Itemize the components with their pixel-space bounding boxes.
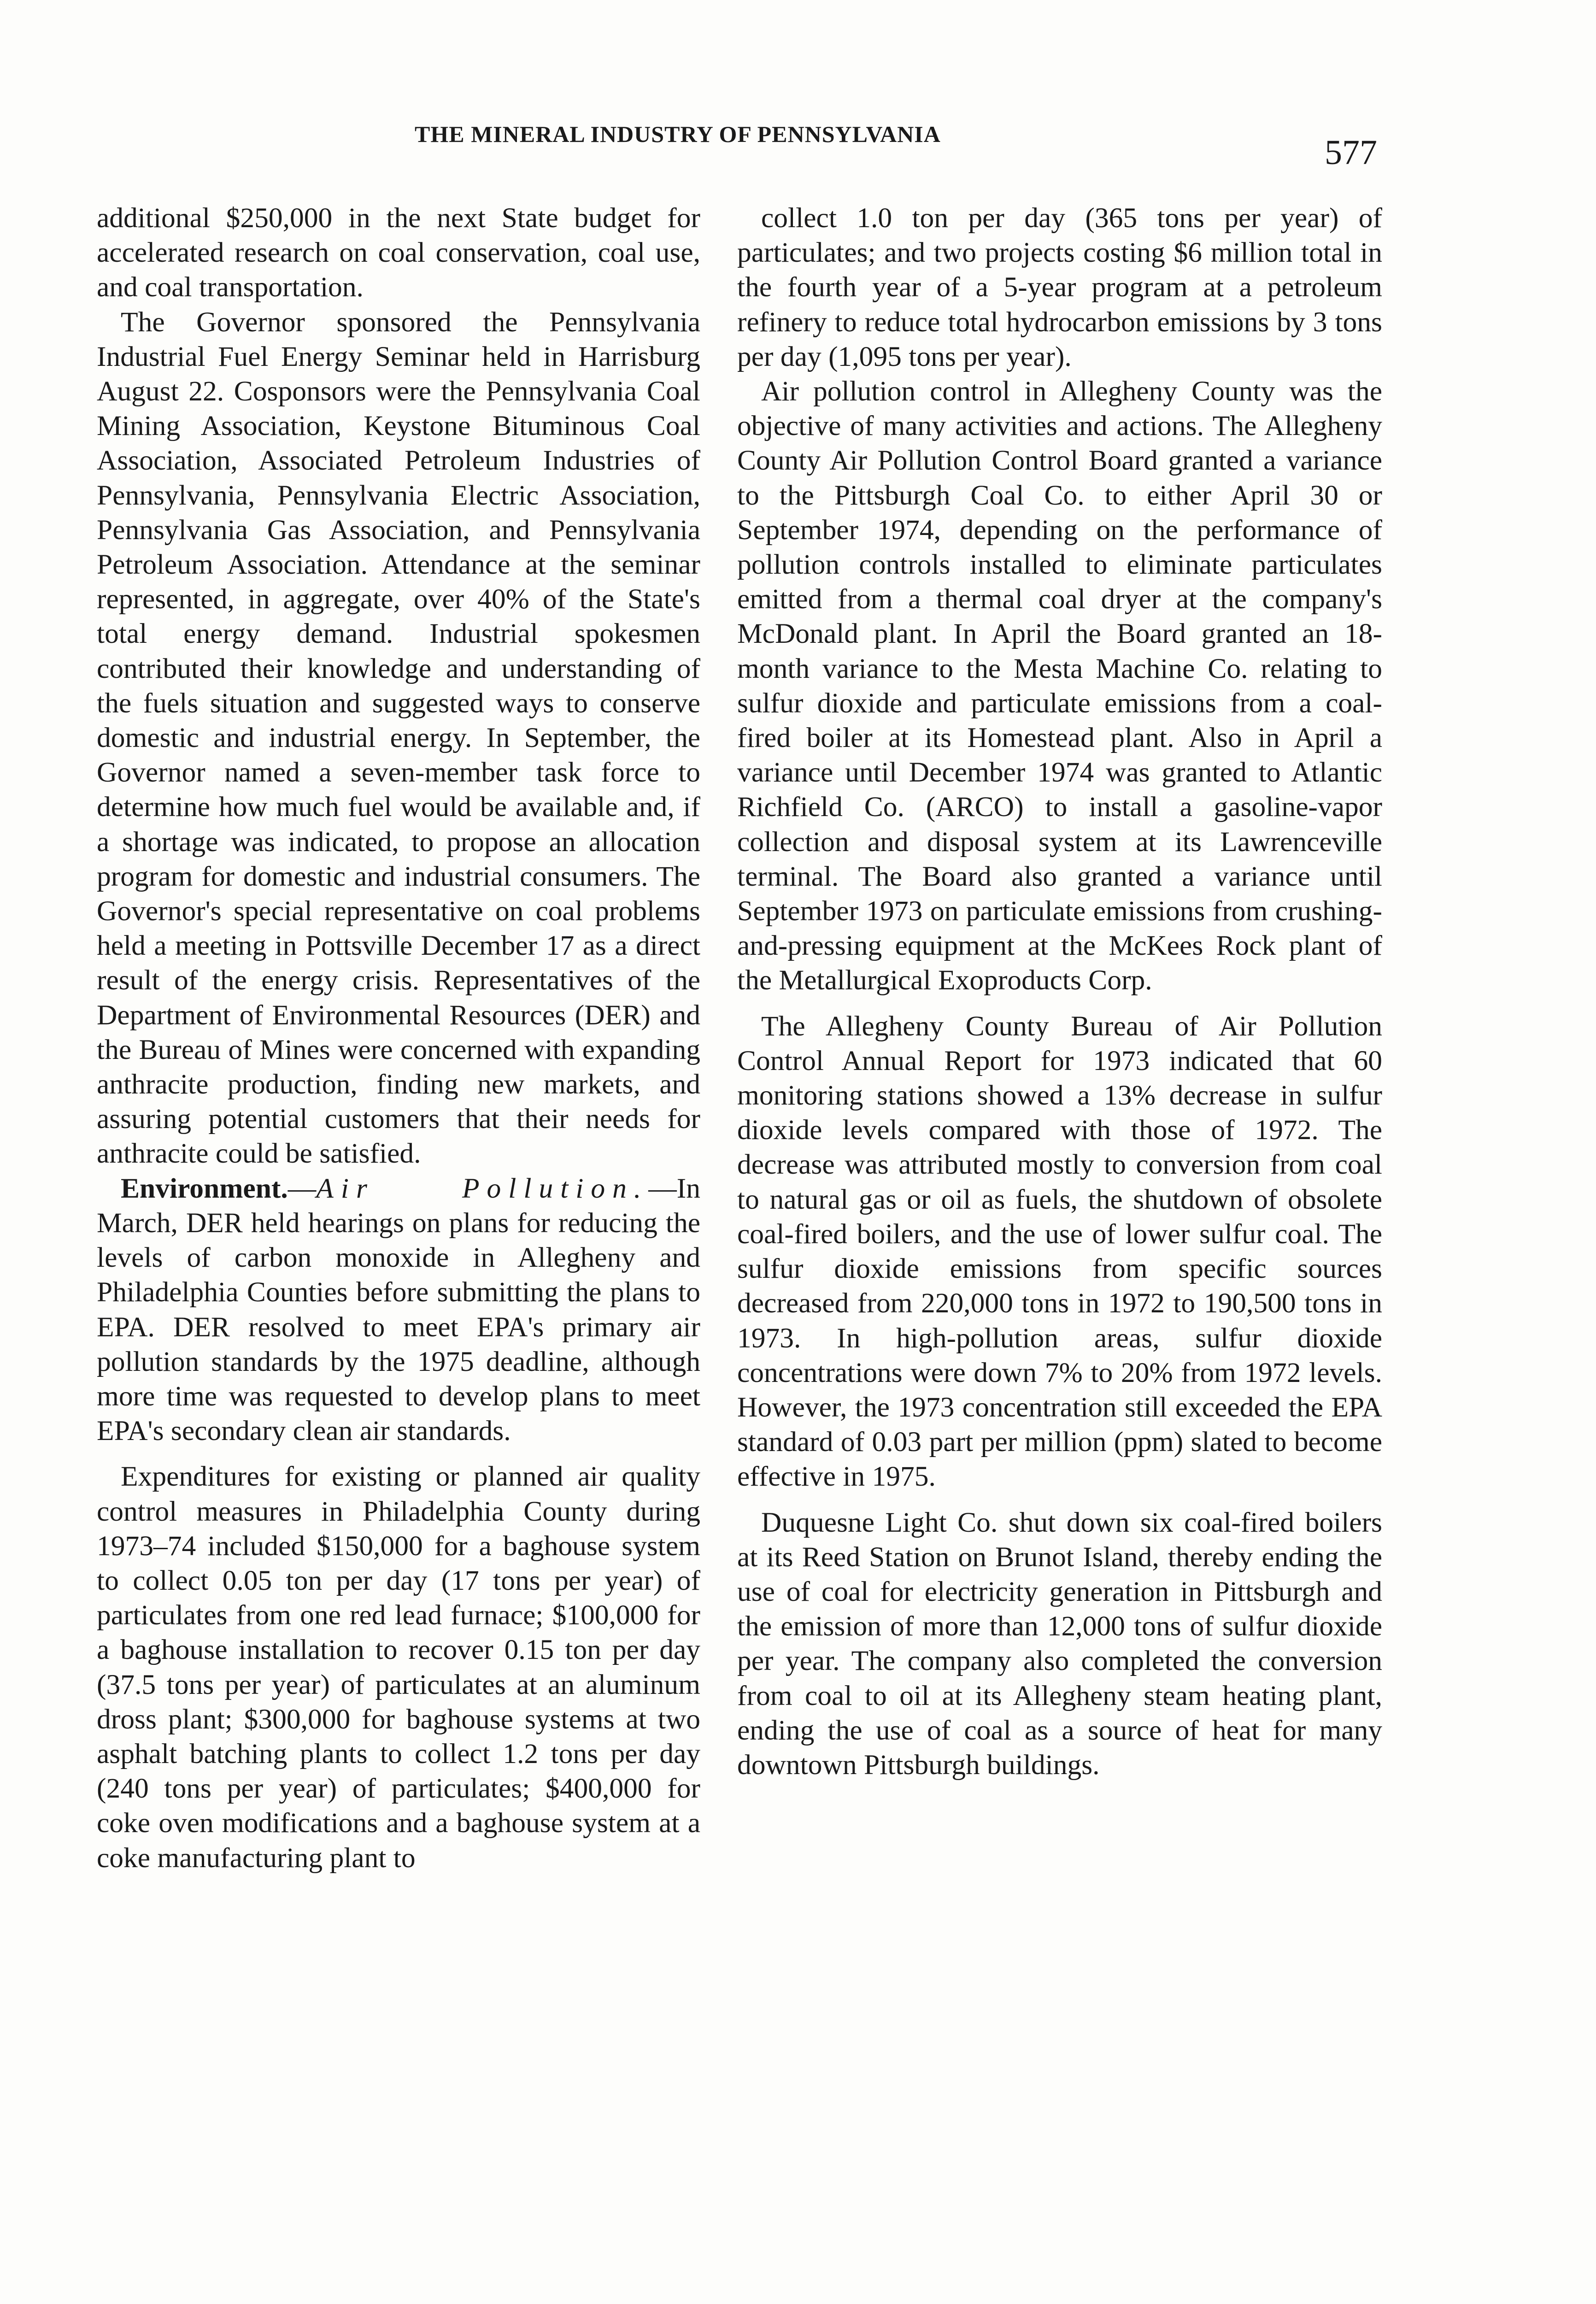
right-column: [737, 201, 1382, 1782]
right-paragraph-4: Duquesne Light Co. shut down six coal-fired boilers at its Reed Station on Brunot Island, thereby ending the use of coal for electricity generation in Pittsburgh and the emission of more than 12,000 tons of sulfur dioxide per year. The company also completed the conversion from coal to oil at its Allegheny steam heating plant, ending the use of coal as a source of heat for many downtown Pittsburgh buildings.: [737, 1506, 1382, 1781]
left-paragraph-1: additional $250,000 in the next State budget for accelerated research on coal conservation, coal use, and coal transportation.: [97, 202, 700, 303]
running-title: THE MINERAL INDUSTRY OF PENNSYLVANIA: [415, 121, 941, 147]
left-paragraph-3: Environment.—Air Pollution.—In March, DER held hearings on plans for reducing the levels of carbon monoxide in Allegheny and Philadelphia Counties before submitting the plans to EPA. DER resolved to meet EPA's primary air pollution standards by the 1975 deadline, although more time was requested to develop plans to meet EPA's secondary clean air standards.: [97, 1172, 700, 1447]
page-number: 577: [1325, 133, 1377, 172]
right-paragraph-1: collect 1.0 ton per day (365 tons per year) of particulates; and two projects costing $6 million total in the fourth year of a 5-year program at a petroleum refinery to reduce total hydrocarbon emissions by 3 tons per day (1,095 tons per year).: [737, 202, 1382, 372]
left-paragraph-3-body: In March, DER held hearings on plans for reducing the levels of carbon monoxide in Allegheny and Philadelphia Counties before submitting the plans to EPA. DER resolved to meet EPA's primary air pollution standards by the 1975 deadline, although more time was requested to develop plans to meet EPA's secondary clean air standards.: [97, 1172, 700, 1447]
left-column: [97, 201, 700, 1875]
section-heading-environment: Environment.: [121, 1172, 288, 1204]
subsection-heading-air-pollution: Air Pollution.: [316, 1172, 649, 1204]
left-paragraph-2: The Governor sponsored the Pennsylvania Industrial Fuel Energy Seminar held in Harrisburg August 22. Cosponsors were the Pennsylvania Coal Mining Association, Keystone Bituminous Coal Association, Associated Petroleum Industries of Pennsylvania, Pennsylvania Electric Association, Pennsylvania Gas Association, and Pennsylvania Petroleum Association. Attendance at the seminar represented, in aggregate, over 40% of the State's total energy demand. Industrial spokesmen contributed their knowledge and understanding of the fuels situation and suggested ways to conserve domestic and industrial energy. In September, the Governor named a seven-member task force to determine how much fuel would be available and, if a shortage was indicated, to propose an allocation program for domestic and industrial consumers. The Governor's special representative on coal problems held a meeting in Pottsville December 17 as a direct result of the energy crisis. Representatives of the Department of Environmental Resources (DER) and the Bureau of Mines were concerned with expanding anthracite production, finding new markets, and assuring potential customers that their needs for anthracite could be satisfied.: [97, 306, 700, 1170]
right-paragraph-2: Air pollution control in Allegheny County was the objective of many activities and actions. The Allegheny County Air Pollution Control Board granted a variance to the Pittsburgh Coal Co. to either April 30 or September 1974, depending on the performance of pollution controls installed to eliminate particulates emitted from a thermal coal dryer at the company's McDonald plant. In April the Board granted an 18-month variance to the Mesta Machine Co. relating to sulfur dioxide and particulate emissions from a coal-fired boiler at its Homestead plant. Also in April a variance until December 1974 was granted to Atlantic Richfield Co. (ARCO) to install a gasoline-vapor collection and disposal system at its Lawrenceville terminal. The Board also granted a variance until September 1973 on particulate emissions from crushing-and-pressing equipment at the McKees Rock plant of the Metallurgical Exoproducts Corp.: [737, 376, 1382, 996]
right-paragraph-3: The Allegheny County Bureau of Air Pollution Control Annual Report for 1973 indicated that 60 monitoring stations showed a 13% decrease in sulfur dioxide levels compared with those of 1972. The decrease was attributed mostly to conversion from coal to natural gas or oil as fuels, the shutdown of obsolete coal-fired boilers, and the use of lower sulfur coal. The sulfur dioxide emissions from specific sources decreased from 220,000 tons in 1972 to 190,500 tons in 1973. In high-pollution areas, sulfur dioxide concentrations were down 7% to 20% from 1972 levels. However, the 1973 concentration still exceeded the EPA standard of 0.03 part per million (ppm) slated to become effective in 1975.: [737, 1010, 1382, 1493]
left-paragraph-4: Expenditures for existing or planned air quality control measures in Philadelphia County during 1973–74 included $150,000 for a baghouse system to collect 0.05 ton per day (17 tons per year) of particulates from one red lead furnace; $100,000 for a baghouse installation to recover 0.15 ton per day (37.5 tons per year) of particulates at an aluminum dross plant; $300,000 for baghouse systems at two asphalt batching plants to collect 1.2 tons per day (240 tons per year) of particulates; $400,000 for coke oven modifications and a baghouse system at a coke manufacturing plant to: [97, 1461, 700, 1874]
